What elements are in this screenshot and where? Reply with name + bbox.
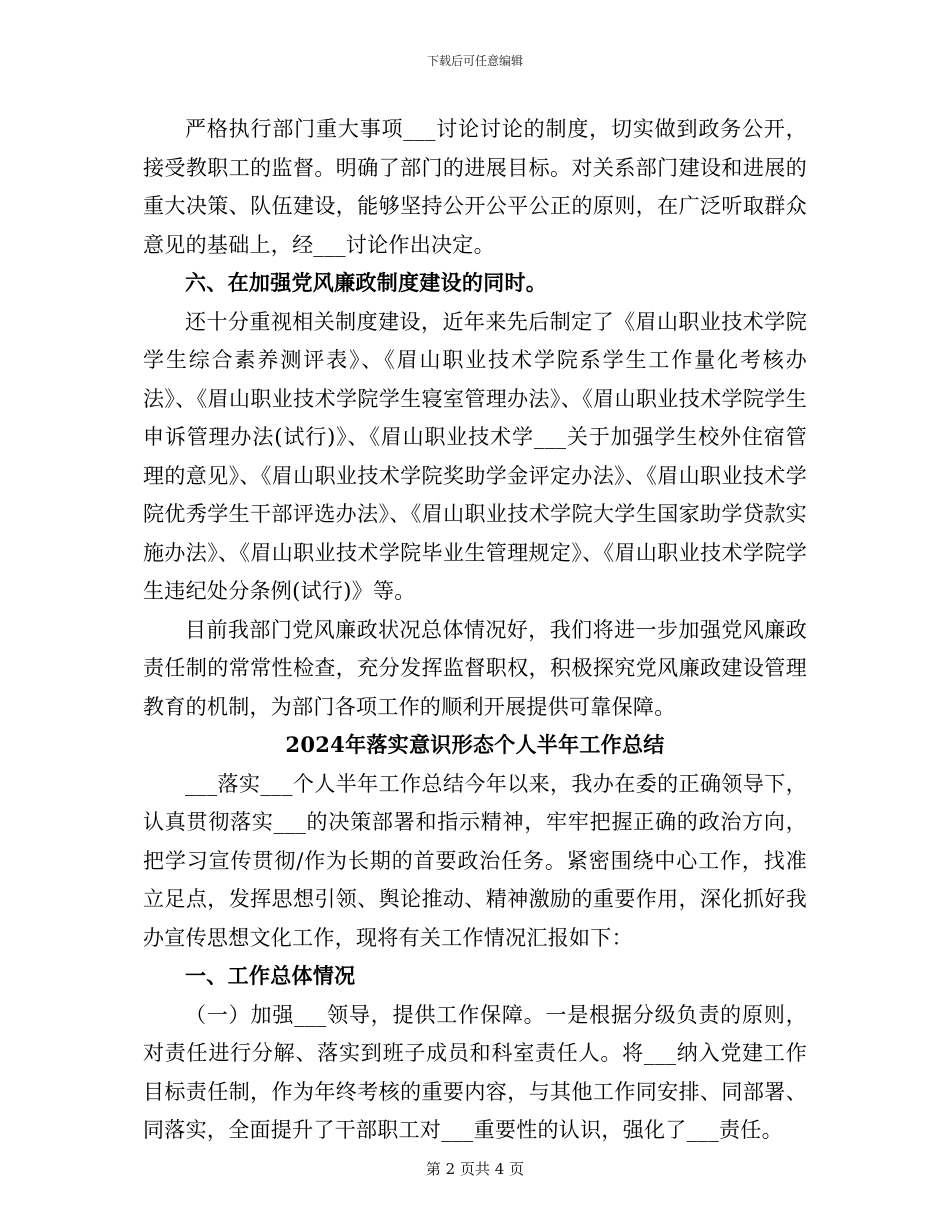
page-header-note: 下载后可任意编辑 bbox=[426, 54, 523, 68]
paragraph-introduction: ___落实___个人半年工作总结今年以来，我办在委的正确领导下，认真贯彻落实___的决策部署和指示精神，牢牢把握正确的政治方向，把学习宣传贯彻/作为长期的首要政治任务。紧密围绕中心工作，找准立足点，发挥思想引领、舆论推动、精神激励的重要作用，深化抓好我办宣传思想文化工作，现将有关工作情况汇报如下： bbox=[143, 771, 807, 950]
paragraph-regulations: 还十分重视相关制度建设，近年来先后制定了《眉山职业技术学院学生综合素养测评表》、《眉山职业技术学院系学生工作量化考核办法》、《眉山职业技术学院学生寝室管理办法》、《眉山职业技术学院学生申诉管理办法(试行)》、《眉山职业技术学___关于加强学生校外住宿管理的意见》、《眉山职业技术学院奖助学金评定办法》、《眉山职业技术学院优秀学生干部评选办法》、《眉山职业技术学院大学生国家助学贷款实施办法》、《眉山职业技术学院毕业生管理规定》、《眉山职业技术学院学生违纪处分条例(试行)》等。 bbox=[143, 309, 807, 603]
paragraph-current-status: 目前我部门党风廉政状况总体情况好，我们将进一步加强党风廉政责任制的常常性检查，充分发挥监督职权，积极探究党风廉政建设管理教育的机制，为部门各项工作的顺利开展提供可靠保障。 bbox=[143, 617, 807, 719]
document-body bbox=[143, 110, 807, 1150]
document-title: 2024年落实意识形态个人半年工作总结 bbox=[285, 732, 665, 757]
paragraph-decision-system: 严格执行部门重大事项___讨论讨论的制度，切实做到政务公开，接受教职工的监督。明确了部门的进展目标。对关系部门建设和进展的重大决策、队伍建设，能够坚持公开公平公正的原则，在广泛听取群众意见的基础上，经___讨论作出决定。 bbox=[143, 117, 807, 257]
section-heading-overview: 一、工作总体情况 bbox=[185, 963, 356, 988]
page-number: 第 2 页共 4 页 bbox=[425, 1160, 525, 1178]
paragraph-leadership: （一）加强___领导，提供工作保障。一是根据分级负责的原则，对责任进行分解、落实到班子成员和科室责任人。将___纳入党建工作目标责任制，作为年终考核的重要内容，与其他工作同安排、同部署、同落实，全面提升了干部职工对___重要性的认识，强化了___责任。 bbox=[143, 1002, 807, 1142]
section-heading-six: 六、在加强党风廉政制度建设的同时。 bbox=[185, 270, 548, 295]
